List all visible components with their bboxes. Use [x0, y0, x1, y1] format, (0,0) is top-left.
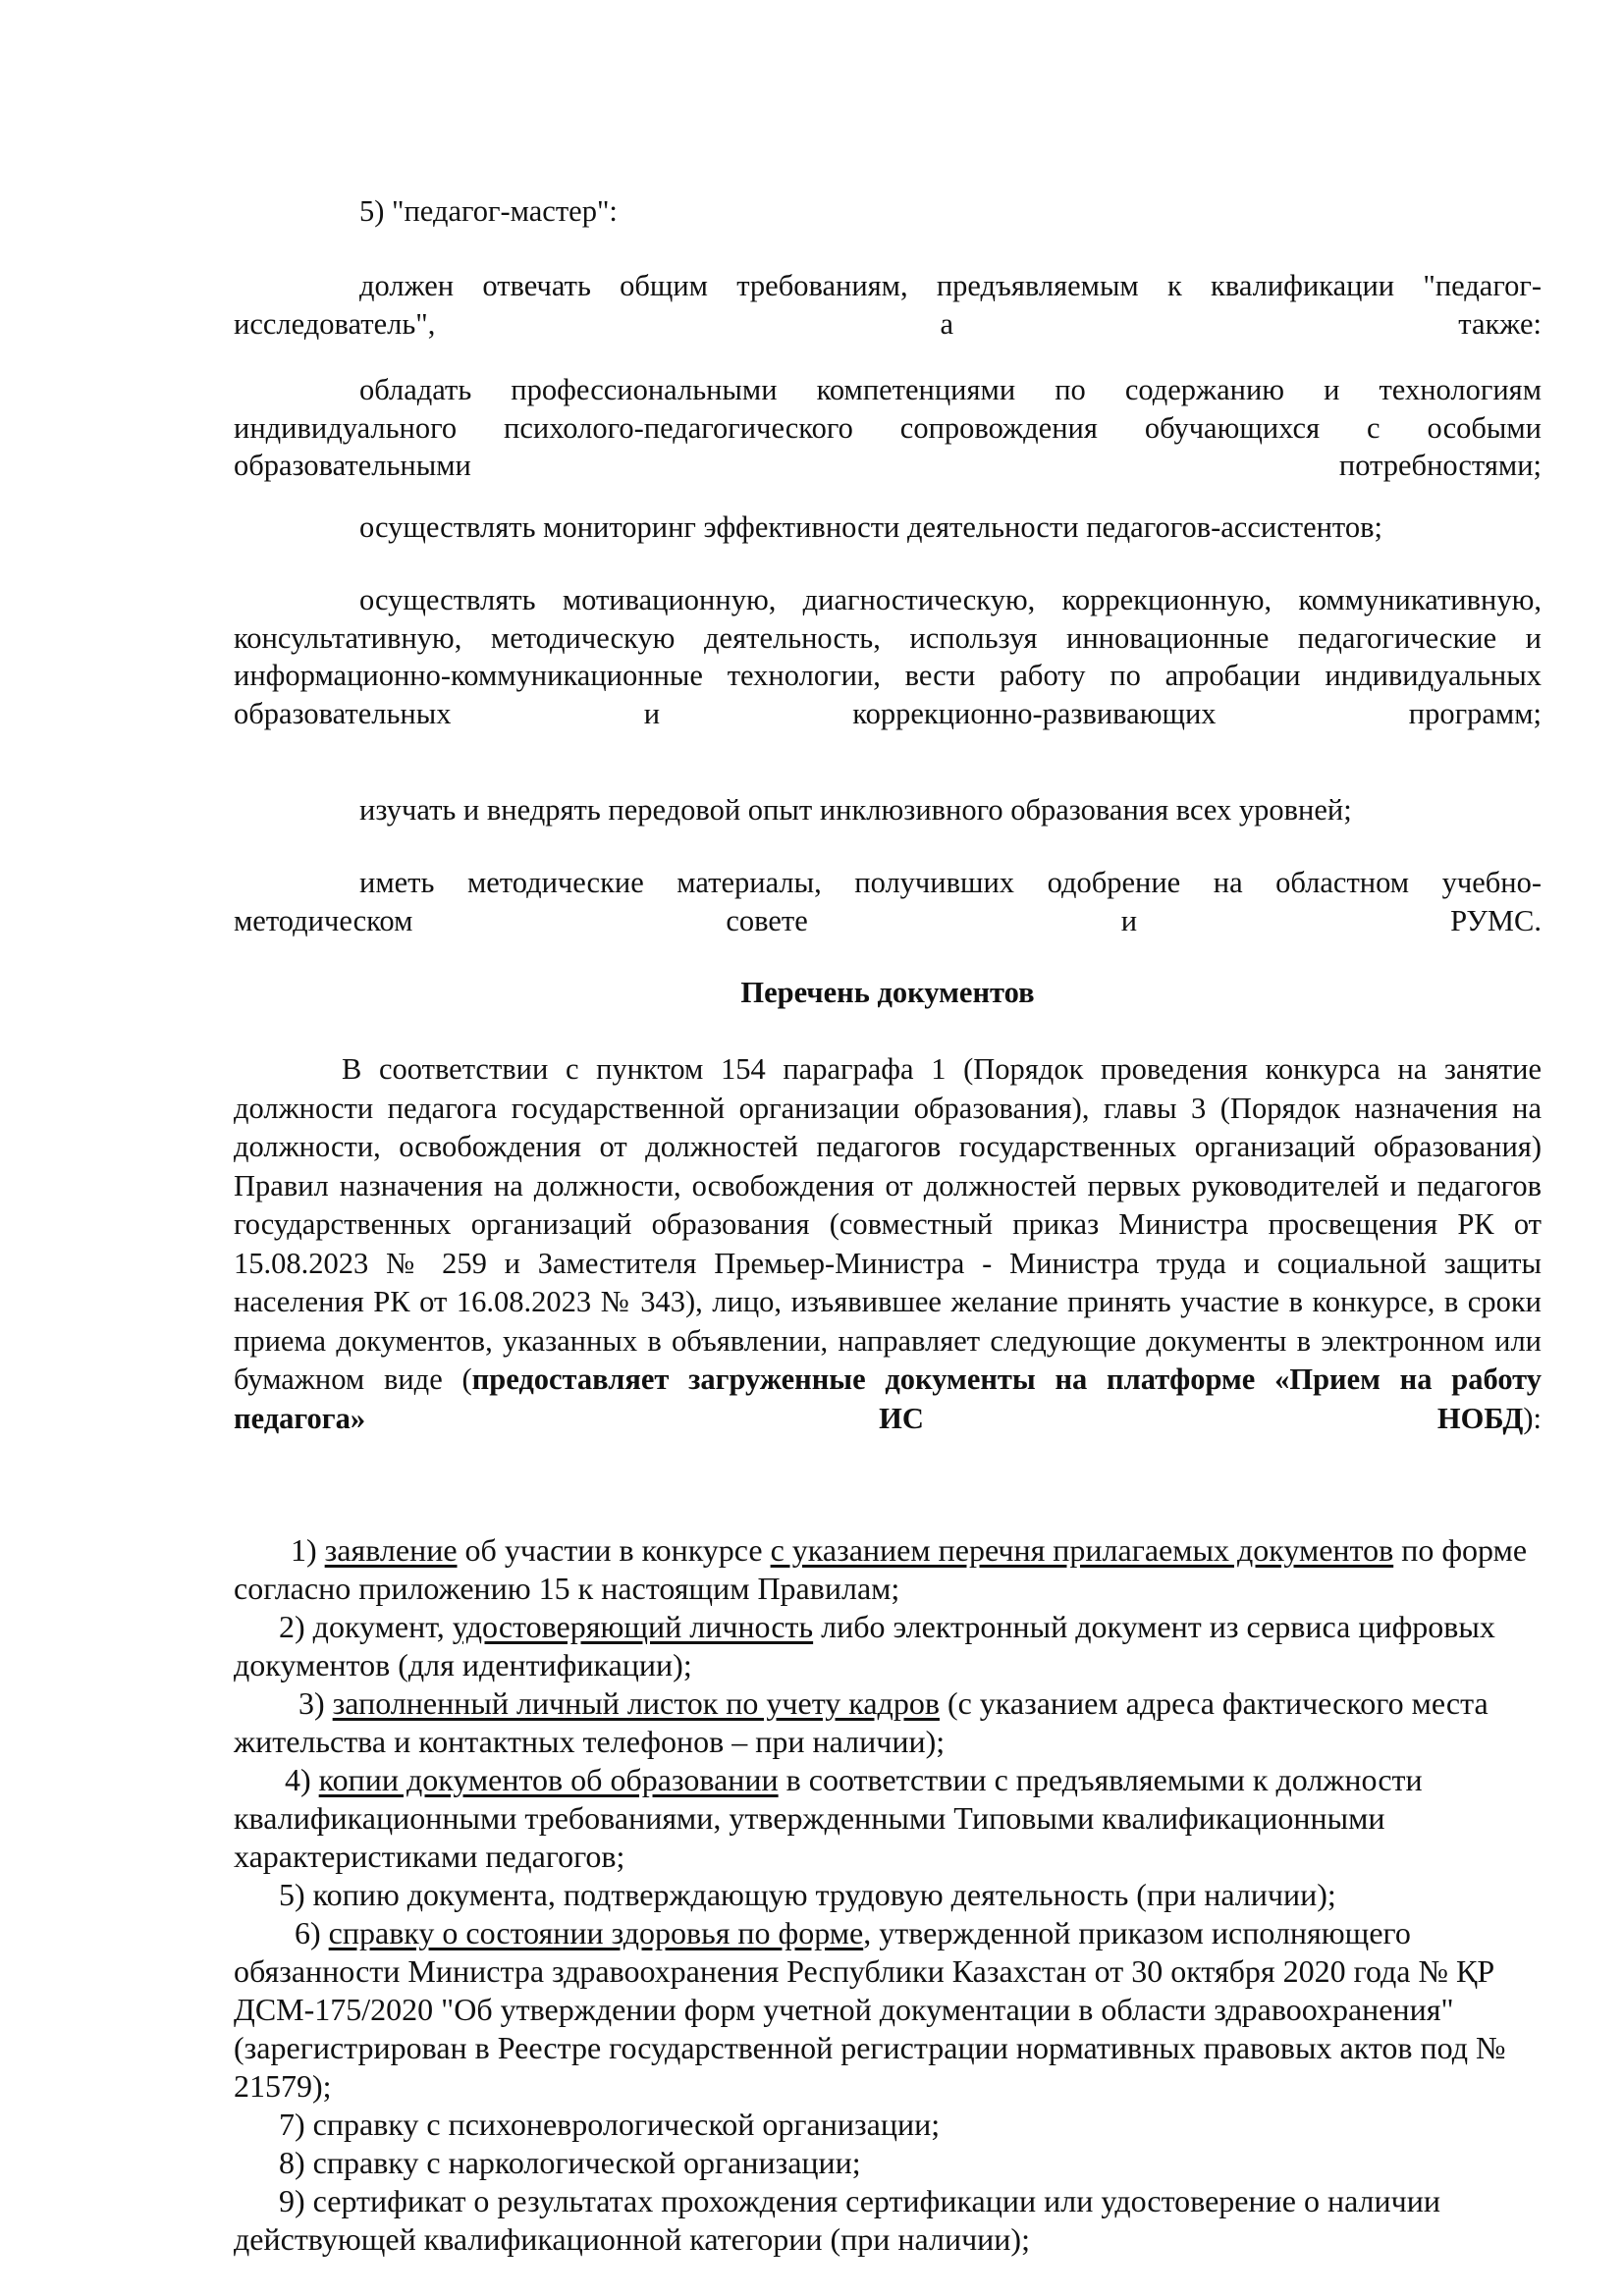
intro-text: В соответствии с пунктом 154 параграфа 1 (Порядок проведения конкурса на занятие должности педагога государственной организации образования), главы 3 (Порядок назначения на должности, освобождения от должностей педагогов государственных организаций образования) Правил назначения на должности, освобождения от должностей первых руководителей и педагогов государственных организаций образования (совместный приказ Министра просвещения РК от 15.08.2023 № 259 и Заместителя Премьер-Министра - Министра труда и социальной защиты населения РК от 16.08.2023 № 343), лицо, изъявившее желание принять участие в конкурсе, в сроки приема документов, указанных в объявлении, направляет следующие документы в электронном или бумажном виде ( — [234, 1052, 1542, 1396]
documents-list — [234, 1531, 1542, 2259]
section-heading: Перечень документов — [740, 976, 1035, 1009]
list-item: 3) заполненный личный листок по учету кадров (с указанием адреса фактического места жительства и контактных телефонов – при наличии); — [234, 1685, 1489, 1759]
item5-title: 5) "педагог-мастер": — [359, 194, 618, 228]
intro-bold-text: предоставляет загруженные документы на платформе «Прием на работу педагога» ИС НОБД — [234, 1362, 1542, 1435]
list-item: 8) справку с наркологической организации; — [279, 2145, 861, 2180]
intro-paragraph — [234, 1050, 1542, 1477]
intro-end-text: ): — [1523, 1401, 1542, 1435]
requirement-paragraph: осуществлять мониторинг эффективности деятельности педагогов-ассистентов; — [359, 510, 1382, 544]
list-item: 1) заявление об участии в конкурсе с указанием перечня прилагаемых документов по форме согласно приложению 15 к настоящим Правилам; — [234, 1532, 1528, 1606]
requirement-paragraph: должен отвечать общим требованиям, предъявляемым к квалификации "педагог-исследователь", а также: — [234, 269, 1542, 341]
list-item: 9) сертификат о результатах прохождения сертификации или удостоверение о наличии действующей квалификационной категории (при наличии); — [234, 2183, 1440, 2257]
requirement-paragraph: обладать профессиональными компетенциями по содержанию и технологиям индивидуального психолого-педагогического сопровождения обучающихся с особыми образовательными потребностями; — [234, 373, 1542, 482]
requirement-paragraph: изучать и внедрять передовой опыт инклюзивного образования всех уровней; — [359, 793, 1352, 827]
list-item: 7) справку с психоневрологической организации; — [279, 2107, 941, 2142]
list-item: 2) документ, удостоверяющий личность либо электронный документ из сервиса цифровых документов (для идентификации); — [234, 1609, 1495, 1682]
requirement-paragraph: иметь методические материалы, получивших одобрение на областном учебно-методическом совете и РУМС. — [234, 866, 1542, 937]
requirement-paragraph: осуществлять мотивационную, диагностическую, коррекционную, коммуникативную, консультативную, методическую деятельность, используя инновационные педагогические и информационно-коммуникационные технологии, вести работу по апробации индивидуальных образовательных и коррекционно-развивающих программ; — [234, 583, 1542, 730]
list-item: 5) копию документа, подтверждающую трудовую деятельность (при наличии); — [279, 1877, 1336, 1912]
list-item: 4) копии документов об образовании в соответствии с предъявляемыми к должности квалификационными требованиями, утвержденными Типовыми квалификационными характеристиками педагогов; — [234, 1762, 1423, 1874]
list-item: 6) справку о состоянии здоровья по форме, утвержденной приказом исполняющего обязанности Министра здравоохранения Республики Казахстан от 30 октября 2020 года № ҚР ДСМ-175/2020 "Об утверждении форм учетной документации в области здравоохранения" (зарегистрирован в Реестре государственной регистрации нормативных правовых актов под № 21579); — [234, 1915, 1506, 2104]
